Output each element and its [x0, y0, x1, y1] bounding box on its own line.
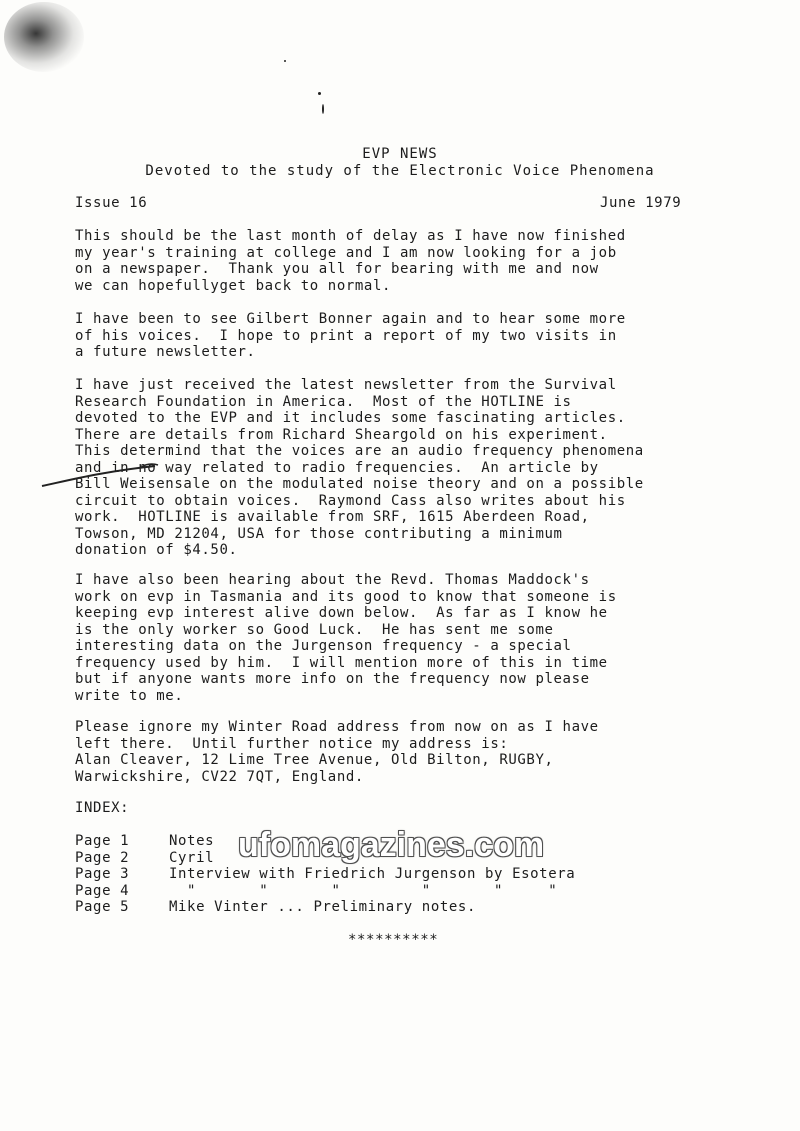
index-row	[75, 883, 557, 900]
issue-number: Issue 16	[75, 195, 148, 211]
index-page: Page 5	[75, 899, 130, 915]
ink-stain	[4, 2, 84, 72]
speck	[284, 60, 286, 62]
paragraph-thomas-maddock: I have also been hearing about the Revd. Thomas Maddock's work on evp in Tasmania and its good to know that someone is keeping evp interest alive down below. As far as I know he is the only worker so Good Luck. He has sent me some interesting data on the Jurgenson frequency - a special frequency used by him. I will mention more of this in time but if anyone wants more info on the frequency now please write to me.	[75, 572, 617, 704]
end-divider: **********	[348, 932, 439, 948]
paragraph-gilbert-bonner: I have been to see Gilbert Bonner again and to hear some more of his voices. I hope to print a report of my two visits in a future newsletter.	[75, 311, 626, 360]
pen-strike-mark	[40, 460, 160, 490]
issue-date: June 1979	[600, 195, 682, 211]
index-entry: Notes	[169, 833, 215, 849]
speck	[322, 104, 324, 114]
paragraph-address-change: Please ignore my Winter Road address from now on as I have left there. Until further notice my address is: Alan Cleaver, 12 Lime Tree Avenue, Old Bilton, RUGBY, Warwickshire, CV22 7QT, England.	[75, 719, 599, 785]
index-entry: Mike Vinter ... Preliminary notes.	[169, 899, 476, 915]
index-entry: Cyril	[169, 850, 215, 866]
index-page: Page 3	[75, 866, 130, 882]
speck	[318, 92, 321, 95]
newsletter-title: EVP NEWS	[362, 146, 438, 162]
index-row	[75, 833, 214, 850]
index-page: Page 4	[75, 883, 130, 899]
index-page: Page 1	[75, 833, 130, 849]
index-row	[75, 850, 214, 867]
site-watermark: ufomagazines.com	[238, 826, 545, 864]
index-entry: " " " " " "	[169, 883, 558, 899]
index-row	[75, 866, 575, 883]
index-page: Page 2	[75, 850, 130, 866]
newsletter-subtitle: Devoted to the study of the Electronic Voice Phenomena	[145, 163, 655, 179]
paragraph-survival-research: I have just received the latest newsletter from the Survival Research Foundation in America. Most of the HOTLINE is devoted to the EVP and it includes some fascinating articles. There are details from Richard Sheargold on his experiment. This determind that the voices are an audio frequency phenomena and in no way related to radio frequencies. An article by Bill Weisensale on the modulated noise theory and on a possible circuit to obtain voices. Raymond Cass also writes about his work. HOTLINE is available from SRF, 1615 Aberdeen Road, Towson, MD 21204, USA for those contributing a minimum donation of $4.50.	[75, 377, 644, 558]
index-entry: Interview with Friedrich Jurgenson by Esotera	[169, 866, 576, 882]
index-heading: INDEX:	[75, 800, 130, 816]
paragraph-delay-notice: This should be the last month of delay as I have now finished my year's training at college and I am now looking for a job on a newspaper. Thank you all for bearing with me and now we can hopefullyget back to normal.	[75, 228, 626, 294]
index-row	[75, 899, 476, 916]
